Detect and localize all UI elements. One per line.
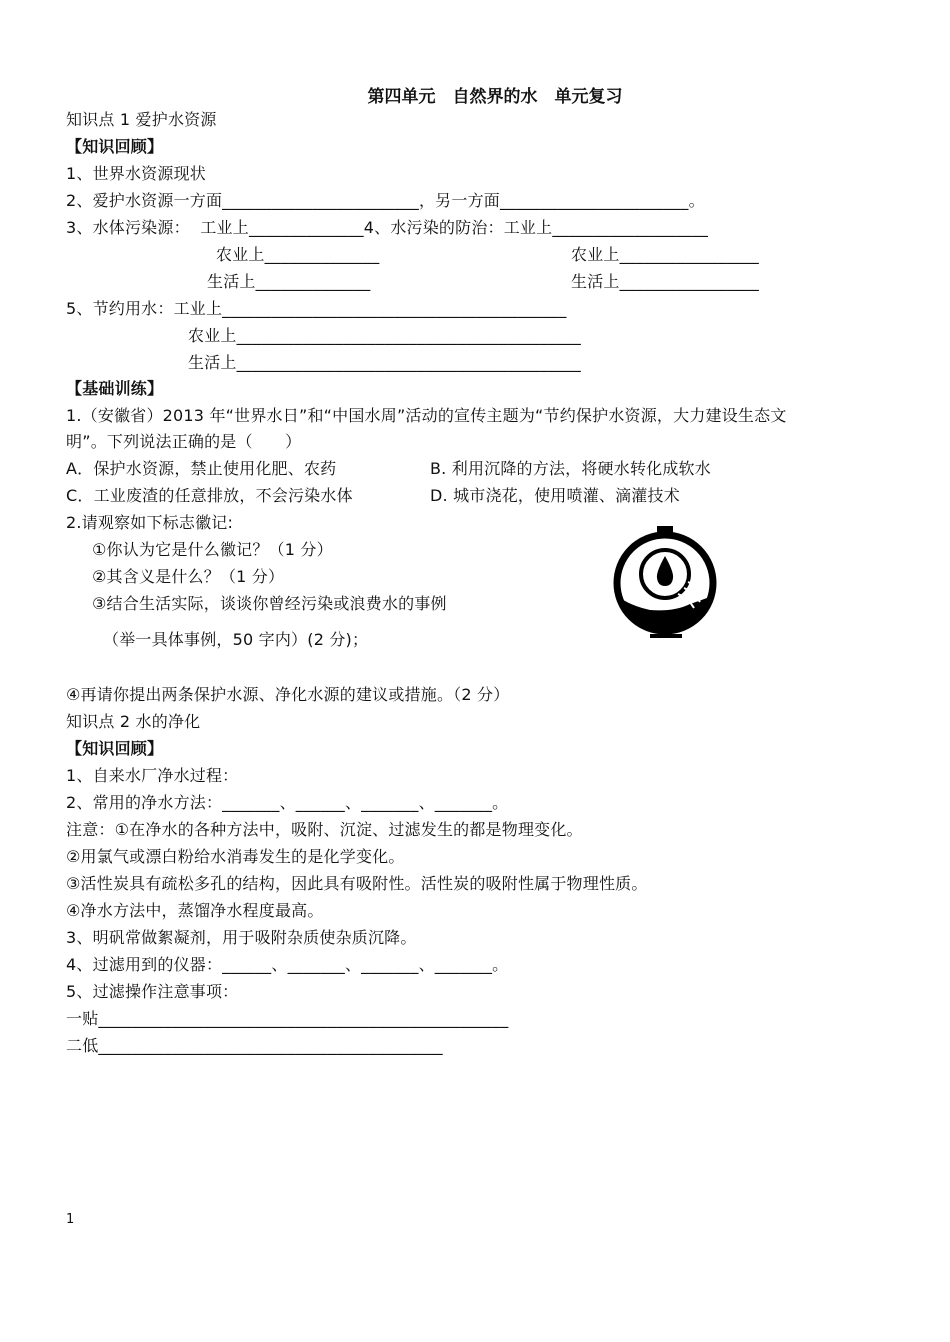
section2-review-label: 【知识回顾】 (66, 739, 164, 758)
q1-option-c: C．工业废渣的任意排放，不会污染水体 (66, 486, 353, 505)
q1-line-2: 明”。下列说法正确的是（ ） (66, 432, 302, 451)
s1-line-8: 生活上__________________________________________ (188, 353, 581, 372)
s1-line-5: 生活上______________ (207, 272, 371, 291)
section2-heading: 知识点 2 水的净化 (66, 712, 201, 731)
section1-heading: 知识点 1 爱护水资源 (66, 110, 217, 129)
document-title: 第四单元 自然界的水 单元复习 (367, 87, 623, 107)
q1-option-a: A．保护水资源，禁止使用化肥、农药 (66, 459, 337, 478)
section1-review-label: 【知识回顾】 (66, 137, 164, 156)
s2-note-2: ②用氯气或漂白粉给水消毒发生的是化学变化。 (66, 847, 405, 866)
s2-line-7: 二低__________________________________________ (66, 1036, 443, 1055)
s2-line-6: 一贴__________________________________________________ (66, 1009, 509, 1028)
water-saving-emblem-icon (610, 526, 720, 640)
q2-sub-1: ①你认为它是什么徽记？（1 分） (92, 540, 333, 559)
q2-sub-4: ④再请你提出两条保护水源、净化水源的建议或措施。（2 分） (66, 685, 510, 704)
s1-line-4b: 农业上_________________ (571, 245, 760, 264)
s2-line-1: 1、自来水厂净水过程： (66, 766, 239, 785)
s1-line-5b: 生活上_________________ (571, 272, 760, 291)
s2-note-4: ④净水方法中，蒸馏净水程度最高。 (66, 901, 324, 920)
s2-line-3: 3、明矾常做絮凝剂，用于吸附杂质使杂质沉降。 (66, 928, 417, 947)
s2-line-5: 5、过滤操作注意事项： (66, 982, 239, 1001)
s1-line-4: 农业上______________ (216, 245, 380, 264)
s1-line-7: 农业上__________________________________________ (188, 326, 581, 345)
s2-line-2: 2、常用的净水方法：_______、______、_______、_______。 (66, 793, 509, 812)
s1-line-6: 5、节约用水：工业上__________________________________________ (66, 299, 567, 318)
q1-option-d: D. 城市浇花，使用喷灌、滴灌技术 (430, 486, 680, 505)
q1-option-b: B. 利用沉降的方法，将硬水转化成软水 (430, 459, 711, 478)
s1-line-2: 2、爱护水资源一方面________________________，另一方面_______________________。 (66, 191, 705, 210)
q2-intro: 2.请观察如下标志徽记: (66, 513, 234, 532)
page-number: 1 (66, 1212, 75, 1227)
q2-sub-3b: （举一具体事例，50 字内）(2 分)； (103, 630, 369, 649)
s2-line-4: 4、过滤用到的仪器：______、_______、_______、_______。 (66, 955, 509, 974)
q2-sub-3: ③结合生活实际，谈谈你曾经污染或浪费水的事例 (92, 594, 447, 613)
s1-line-1: 1、世界水资源现状 (66, 164, 206, 183)
q1-line-1: 1.（安徽省）2013 年“世界水日”和“中国水周”活动的宣传主题为“节约保护水资源，大力建设生态文 (66, 406, 787, 425)
s2-note-3: ③活性炭具有疏松多孔的结构，因此具有吸附性。活性炭的吸附性属于物理性质。 (66, 874, 648, 893)
q2-sub-2: ②其含义是什么？（1 分） (92, 567, 285, 586)
s1-line-3: 3、水体污染源： 工业上______________4、水污染的防治：工业上___________________ (66, 218, 709, 237)
practice-label: 【基础训练】 (66, 379, 164, 398)
s2-note-1: 注意：①在净水的各种方法中，吸附、沉淀、过滤发生的都是物理变化。 (66, 820, 583, 839)
